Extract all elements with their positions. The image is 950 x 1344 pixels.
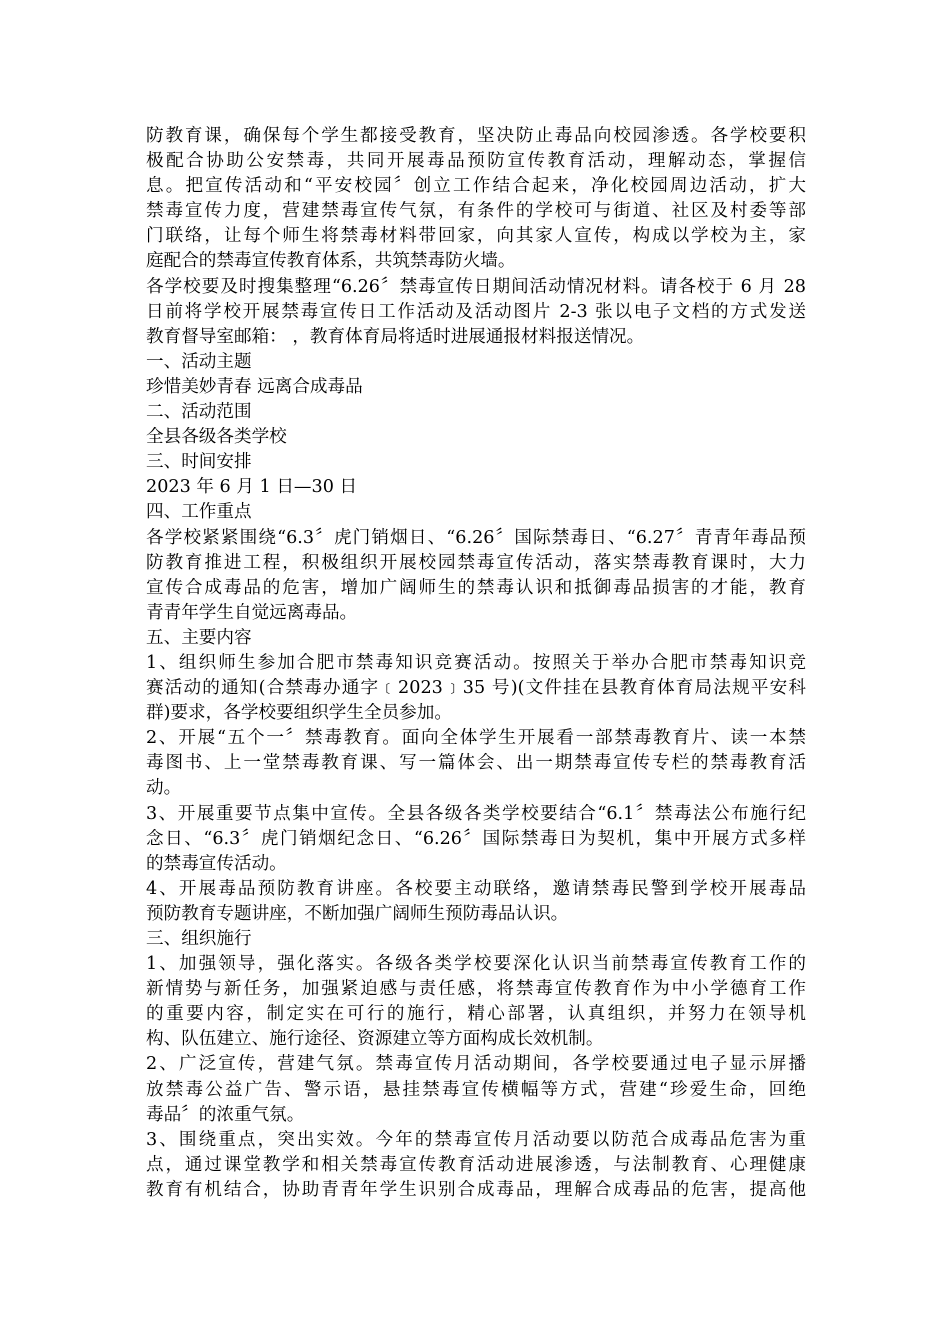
document-body (146, 124, 806, 1203)
text-line: 3、开展重要节点集中宣传。全县各级各类学校要结合“6.1〞禁毒法公布施行纪 (146, 803, 806, 824)
text-line: 2、开展“五个一〞禁毒教育。面向全体学生开展看一部禁毒教育片、读一本禁 (146, 728, 806, 749)
text-line: 禁毒宣传力度，营建禁毒宣传气氛，有条件的学校可与街道、社区及村委等部 (146, 201, 806, 222)
text-line: 2023 年 6 月 1 日—30 日 (146, 477, 358, 498)
text-line: 1、加强领导，强化落实。各级各类学校要深化认识当前禁毒宣传教育工作的 (146, 954, 806, 975)
text-line: 各学校要及时搜集整理“6.26〞禁毒宣传日期间活动情况材料。请各校于 6 月 28 (146, 276, 806, 297)
text-line: 息。把宣传活动和“平安校园〞创立工作结合起来，净化校园周边活动，扩大 (146, 176, 806, 197)
text-line: 2、广泛宣传，营建气氛。禁毒宣传月活动期间，各学校要通过电子显示屏播 (146, 1054, 806, 1075)
text-line: 三、时间安排 (146, 452, 252, 473)
text-line: 1、组织师生参加合肥市禁毒知识竞赛活动。按照关于举办合肥市禁毒知识竞 (146, 652, 806, 673)
text-line: 防教育推进工程，积极组织开展校园禁毒宣传活动，落实禁毒教育课时，大力 (146, 552, 806, 573)
text-line: 日前将学校开展禁毒宣传日工作活动及活动图片 2-3 张以电子文档的方式发送 (146, 301, 806, 322)
text-line: 预防教育专题讲座，不断加强广阔师生预防毒品认识。 (146, 903, 569, 924)
text-line: 毒品〞的浓重气氛。 (146, 1104, 305, 1125)
text-line: 动。 (146, 778, 182, 799)
text-line: 的重要内容，制定实在可行的施行，精心部署，认真组织，并努力在领导机 (146, 1004, 806, 1025)
text-line: 四、工作重点 (146, 502, 252, 523)
text-line: 庭配合的禁毒宣传教育体系，共筑禁毒防火墙。 (146, 251, 516, 272)
text-line: 宣传合成毒品的危害，增加广阔师生的禁毒认识和抵御毒品损害的才能，教育 (146, 577, 806, 598)
text-line: 教育督导室邮箱： ，教育体育局将适时进展通报材料报送情况。 (146, 326, 645, 347)
text-line: 放禁毒公益广告、警示语，悬挂禁毒宣传横幅等方式，营建“珍爱生命，回绝 (146, 1079, 806, 1100)
text-line: 新情势与新任务，加强紧迫感与责任感，将禁毒宣传教育作为中小学德育工作 (146, 979, 806, 1000)
text-line: 的禁毒宣传活动。 (146, 853, 287, 874)
text-line: 全县各级各类学校 (146, 427, 287, 448)
text-line: 青青年学生自觉远离毒品。 (146, 602, 358, 623)
text-line: 念日、“6.3〞虎门销烟纪念日、“6.26〞国际禁毒日为契机，集中开展方式多样 (146, 828, 806, 849)
text-line: 珍惜美妙青春 远离合成毒品 (146, 376, 363, 397)
text-line: 各学校紧紧围绕“6.3〞虎门销烟日、“6.26〞国际禁毒日、“6.27〞青青年毒品预 (146, 527, 806, 548)
text-line: 一、活动主题 (146, 351, 252, 372)
text-line: 极配合协助公安禁毒，共同开展毒品预防宣传教育活动，理解动态，掌握信 (146, 151, 806, 172)
text-line: 二、活动范围 (146, 402, 252, 423)
text-line: 点，通过课堂教学和相关禁毒宣传教育活动进展渗透，与法制教育、心理健康 (146, 1154, 806, 1175)
text-line: 防教育课，确保每个学生都接受教育，坚决防止毒品向校园渗透。各学校要积 (146, 126, 806, 146)
text-line: 门联络，让每个师生将禁毒材料带回家，向其家人宣传，构成以学校为主，家 (146, 226, 806, 247)
text-line: 五、主要内容 (146, 627, 252, 648)
text-line: 构、队伍建立、施行途径、资源建立等方面构成长效机制。 (146, 1029, 604, 1050)
text-line: 4、开展毒品预防教育讲座。各校要主动联络，邀请禁毒民警到学校开展毒品 (146, 878, 806, 899)
text-line: 3、围绕重点，突出实效。今年的禁毒宣传月活动要以防范合成毒品危害为重 (146, 1129, 806, 1150)
text-line: 毒图书、上一堂禁毒教育课、写一篇体会、出一期禁毒宣传专栏的禁毒教育活 (146, 753, 806, 774)
text-line: 赛活动的通知(合禁毒办通字﹝2023﹞35 号)(文件挂在县教育体育局法规平安科 (146, 678, 806, 699)
text-line: 教育有机结合，协助青青年学生识别合成毒品，理解合成毒品的危害，提高他 (146, 1179, 806, 1200)
text-line: 三、组织施行 (146, 929, 252, 949)
text-line: 群)要求，各学校要组织学生全员参加。 (146, 703, 452, 724)
